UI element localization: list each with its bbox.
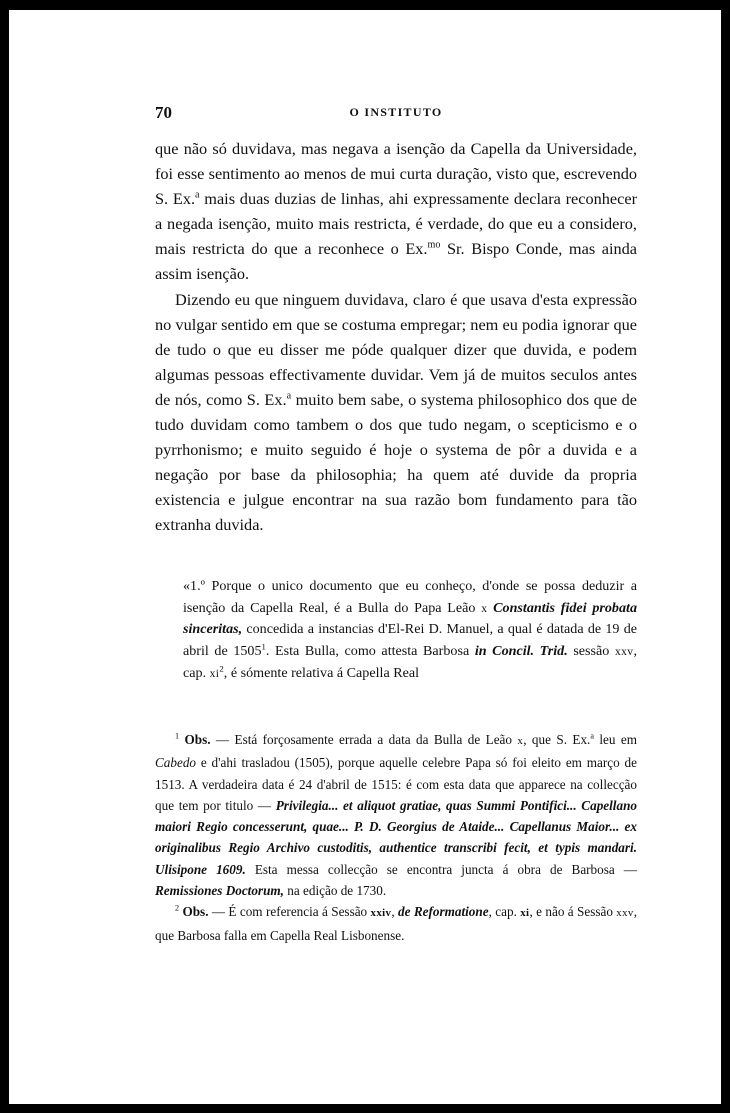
quote-text: «1.º Porque o unico documento que eu conheço, d'onde se possa deduzir a isenção da Capella Real, é a Bulla do Papa Leão: [183, 578, 637, 616]
footnote-italic: Cabedo: [155, 755, 197, 771]
footnote-text: , que S. Ex.: [523, 732, 591, 747]
superscript: a: [590, 731, 594, 741]
footnote-italic: Privilegia... et aliquot gratiae, quas Summi Pontifici... Capellano maiori Regio concesserunt, quae... P. D. Georgius de Ataide... Capellanus Maior... ex originalibus Regio Archivo custoditis, authentice transcribi fecit, et typis mandari. Ulisipone 1609.: [155, 797, 637, 877]
footnote-text: leu em: [593, 732, 638, 747]
body-text: que não só duvidava, mas negava a isenção da Capella da Universidade, foi esse sentimento ao menos de mui curta duração, visto que, escrevendo S. Ex.: [155, 139, 637, 209]
citation-italic: in Concil. Trid.: [474, 643, 568, 660]
footnotes: [155, 729, 637, 946]
footnote-text: e d'ahi trasladou (1505), porque aquelle celebre Papa só foi eleito em março de 1513. A verdadeira data é 24 d'abril de 1515: é com esta data que apparece na collecção que tem por titulo —: [155, 755, 637, 813]
page-number: 70: [155, 103, 172, 122]
footnote-2: [155, 901, 637, 946]
quote-text: , cap.: [183, 643, 637, 681]
quote-text: . Esta Bulla, como attesta Barbosa: [265, 643, 475, 660]
footnote-marker: 1: [175, 731, 180, 741]
body-text: Dizendo eu que ninguem duvidava, claro é que usava d'esta expressão no vulgar sentido em que se costuma empregar; nem eu podia ignorar que de tudo o que eu disser me póde qualquer dizer que duvida, e podem algumas pessoas effectivamente duvidar. Vem já de muitos seculos antes de nós, como S. Ex.: [155, 289, 637, 409]
footnote-text: — Está forçosamente errada a data da Bulla de Leão: [210, 732, 518, 747]
footnote-text: , que Barbosa falla em Capella Real Lisbonense.: [155, 904, 638, 943]
footnote-text: ,: [391, 904, 399, 920]
footnote-text: — É com referencia á Sessão: [208, 904, 371, 920]
body-text: Sr. Bispo Conde, mas ainda assim isenção.: [155, 239, 637, 284]
superscript: a: [195, 189, 200, 201]
page-header: [155, 103, 637, 123]
main-text: [155, 136, 637, 538]
footnote-ref-1: 1: [261, 641, 266, 652]
footnote-italic: Remissiones Doctorum,: [155, 883, 284, 899]
footnote-text: Esta messa collecção se encontra juncta á obra de Barbosa —: [245, 861, 637, 877]
roman-numeral: x: [481, 601, 488, 615]
document-page: [9, 10, 721, 1104]
roman-numeral: xxiv: [370, 907, 392, 920]
body-paragraph: [155, 136, 637, 287]
footnote-marker: 2: [175, 903, 180, 913]
body-text: mais duas duzias de linhas, ahi expressamente declara reconhecer a negada isenção, muito mais restricta, é verdade, do que eu a considero, mais restricta do que a reconhece o Ex.: [155, 189, 637, 259]
superscript: mo: [427, 239, 441, 251]
footnote-text: na edição de 1730.: [283, 883, 387, 899]
superscript: a: [286, 390, 292, 402]
footnote-text: , e não á Sessão: [529, 904, 617, 920]
roman-numeral: xxv: [614, 645, 634, 659]
quote-text: sessão: [567, 643, 615, 660]
roman-numeral: xxv: [616, 907, 634, 920]
quote-text: concedida a instancias d'El-Rei D. Manuel, a qual é datada de 19 de abril de 1505: [183, 621, 637, 660]
footnote-label: Obs.: [182, 904, 209, 920]
body-paragraph: [155, 287, 637, 538]
roman-numeral: xi: [209, 666, 220, 680]
quoted-passage: [183, 576, 637, 685]
footnote-italic: de Reformatione: [398, 904, 489, 920]
footnote-text: , cap.: [488, 904, 521, 920]
roman-numeral: xi: [520, 907, 530, 920]
footnote-ref-2: 2: [219, 663, 224, 674]
body-text: muito bem sabe, o systema philosophico dos que de tudo duvidam como tambem o dos que tudo negam, o scepticismo e o pyrrhonismo; e muito seguido é hoje o systema de pôr a duvida e a negação por base da philosophia; ha quem até duvide da propria existencia e julgue encontrar na sua razão bom fundamento para tão extranha duvida.: [155, 389, 637, 535]
roman-numeral: x: [517, 735, 524, 747]
quote-text: , é sómente relativa á Capella Real: [223, 664, 420, 681]
quote-paragraph: [183, 576, 637, 685]
running-title: O INSTITUTO: [349, 105, 443, 119]
footnote-1: [155, 729, 637, 901]
bull-title: Constantis fidei probata sinceritas,: [183, 599, 637, 638]
footnote-label: Obs.: [184, 732, 211, 747]
